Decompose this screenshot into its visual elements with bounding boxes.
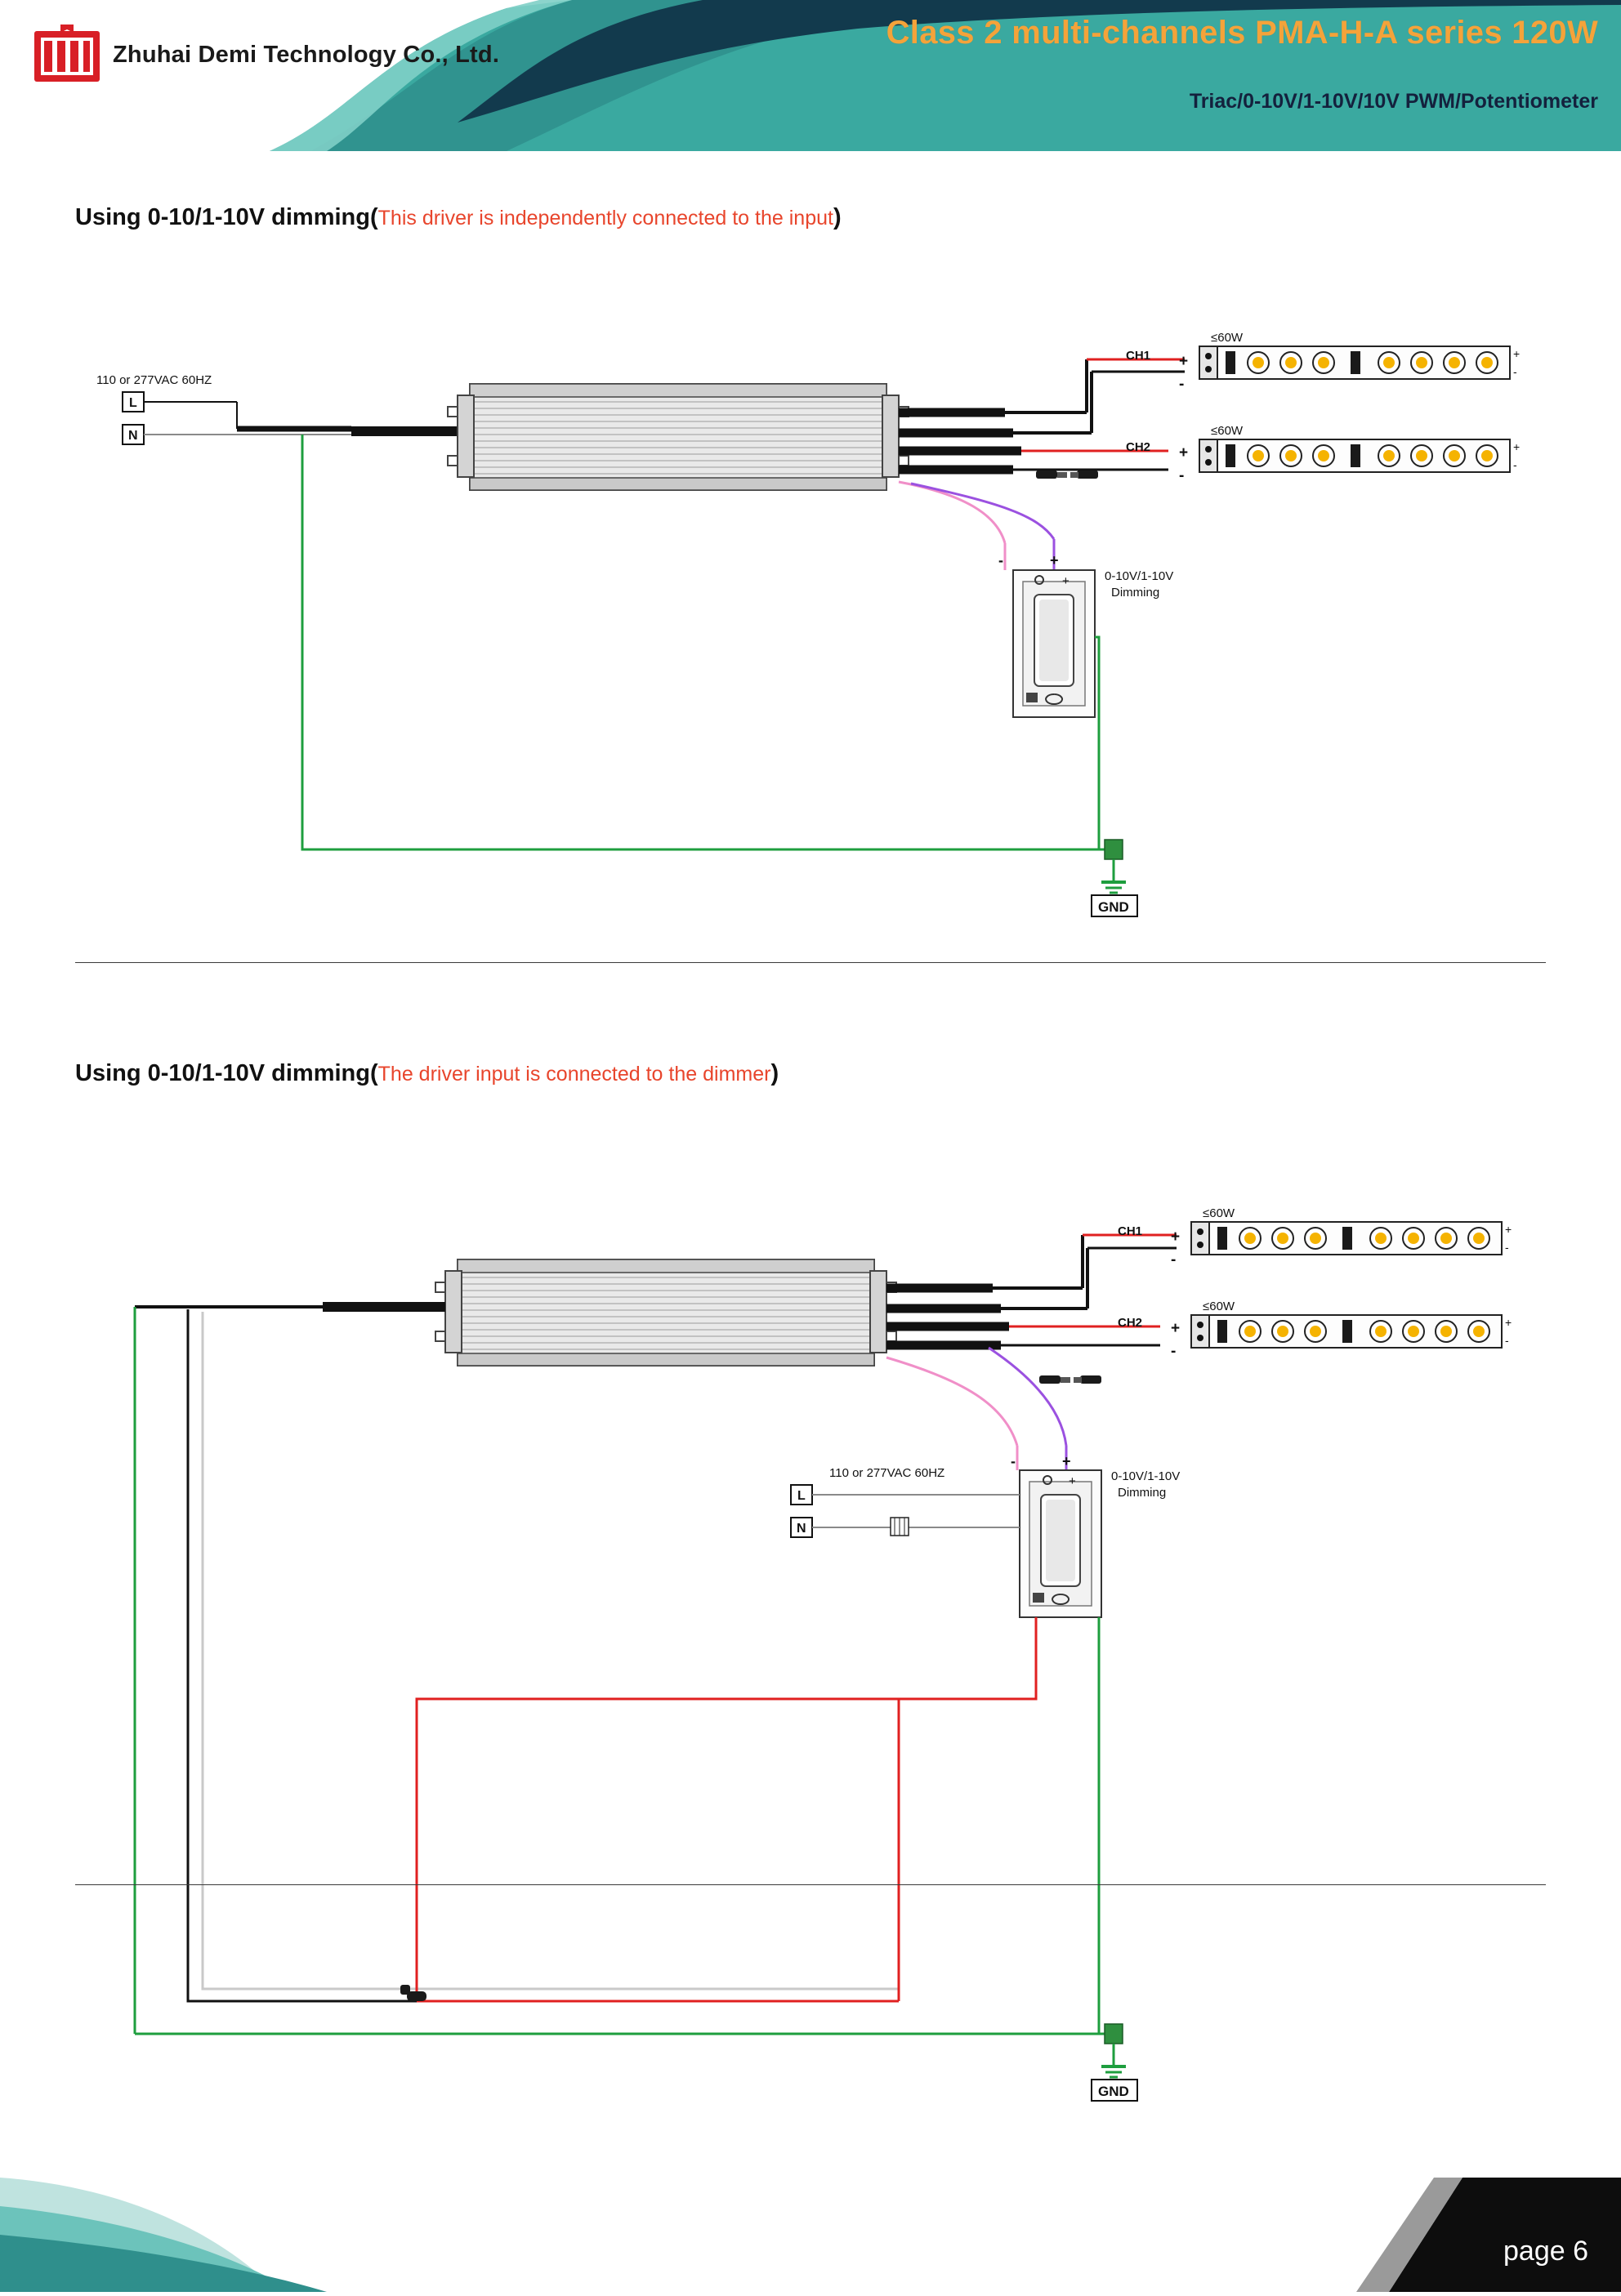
ch1-label-1: CH1 [1126, 349, 1151, 363]
dimmer-label-2b: Dimming [1118, 1486, 1167, 1500]
led-strip-ch1-2 [1191, 1222, 1512, 1255]
demi-logo-icon [33, 25, 101, 85]
dimmer-label-1b: Dimming [1111, 586, 1160, 600]
ground-label-2: GND [1098, 2084, 1129, 2099]
svg-text:+: + [1069, 1474, 1076, 1488]
section-2-heading-end: ) [770, 1060, 779, 1086]
svg-text:+: + [1179, 353, 1189, 370]
led-strip-ch2-1 [1199, 439, 1520, 472]
svg-text:-: - [1179, 376, 1185, 393]
section-2-heading [75, 1060, 779, 1087]
ground-label-1: GND [1098, 899, 1129, 915]
footer-banner-graphic [0, 2129, 1621, 2292]
company-name: Zhuhai Demi Technology Co., Ltd. [113, 41, 500, 68]
wire-connector-4 [1074, 1375, 1101, 1384]
svg-text:+: + [1171, 1228, 1181, 1246]
led-strip-ch1-1 [1199, 346, 1520, 379]
wiring-diagram-2-svg [0, 1176, 1621, 2099]
page-number: page 6 [1503, 2236, 1588, 2267]
wire-connector-1 [1036, 470, 1067, 479]
svg-text:-: - [1011, 1453, 1016, 1469]
led-driver-1 [448, 384, 909, 490]
svg-text:+: + [1171, 1320, 1181, 1337]
led-driver-2 [435, 1259, 896, 1366]
section-2-heading-main: Using 0-10/1-10V dimming( [75, 1060, 378, 1086]
ch2-power-label-1: ≤60W [1211, 424, 1244, 438]
wiring-diagram-1 [0, 310, 1621, 915]
section-2-heading-note: The driver input is connected to the dimmer [377, 1063, 771, 1086]
page-subtitle: Triac/0-10V/1-10V/10V PWM/Potentiometer [1189, 90, 1598, 113]
wiring-diagram-2 [0, 1176, 1621, 2099]
svg-text:+: + [1505, 1316, 1512, 1329]
company-logo [33, 25, 499, 85]
svg-text:+: + [1179, 444, 1189, 461]
section-1-heading-end: ) [833, 204, 842, 230]
page-header [0, 0, 1621, 151]
dimmer-switch-2 [1020, 1470, 1101, 1617]
wire-connector-3 [1039, 1375, 1070, 1384]
svg-text:-: - [1505, 1241, 1509, 1254]
wiring-diagram-1-svg [0, 310, 1621, 915]
svg-text:+: + [1513, 347, 1521, 360]
dimmer-label-1a: 0-10V/1-10V [1105, 569, 1174, 583]
svg-text:-: - [998, 552, 1003, 568]
svg-text:-: - [1171, 1343, 1177, 1360]
page-title: Class 2 multi-channels PMA-H-A series 120W [886, 15, 1598, 51]
terminal-n-2: N [797, 1522, 806, 1536]
ch2-power-label-2: ≤60W [1203, 1300, 1235, 1313]
svg-text:-: - [1513, 365, 1517, 378]
svg-text:+: + [1062, 574, 1070, 588]
ch1-power-label-2: ≤60W [1203, 1206, 1235, 1220]
demi-logo-svg [33, 25, 101, 85]
svg-text:-: - [1171, 1251, 1177, 1268]
svg-text:+: + [1505, 1223, 1512, 1236]
wire-connector-5 [400, 1985, 426, 2001]
svg-text:-: - [1505, 1334, 1509, 1347]
ch2-label-1: CH2 [1126, 440, 1151, 454]
terminal-n-1: N [128, 429, 138, 443]
terminal-l-2: L [797, 1489, 806, 1503]
ground-symbol-2 [1101, 2066, 1126, 2077]
svg-text:-: - [1513, 458, 1517, 471]
svg-text:+: + [1050, 552, 1059, 568]
ch1-label-2: CH1 [1118, 1224, 1143, 1238]
section-1-heading-note: This driver is independently connected to the input [377, 207, 833, 230]
ac-input-label-1: 110 or 277VAC 60HZ [96, 373, 212, 387]
connector-block-2 [891, 1518, 909, 1536]
page-footer [0, 2129, 1621, 2292]
svg-text:-: - [1179, 467, 1185, 484]
section-1-heading [75, 204, 842, 231]
ground-symbol-1 [1101, 882, 1126, 893]
led-strip-ch2-2 [1191, 1315, 1512, 1348]
dimmer-switch-1 [1013, 570, 1095, 717]
terminal-l-1: L [129, 396, 137, 410]
ch1-power-label-1: ≤60W [1211, 331, 1244, 345]
wire-connector-2 [1070, 470, 1098, 479]
section-divider-2 [75, 1884, 1546, 1885]
svg-text:+: + [1513, 440, 1521, 453]
dimmer-label-2a: 0-10V/1-10V [1111, 1469, 1181, 1483]
ac-input-label-2: 110 or 277VAC 60HZ [829, 1466, 945, 1480]
ch2-label-2: CH2 [1118, 1316, 1143, 1330]
section-1-heading-main: Using 0-10/1-10V dimming( [75, 204, 378, 230]
svg-text:+: + [1062, 1453, 1071, 1469]
section-divider-1 [75, 962, 1546, 963]
